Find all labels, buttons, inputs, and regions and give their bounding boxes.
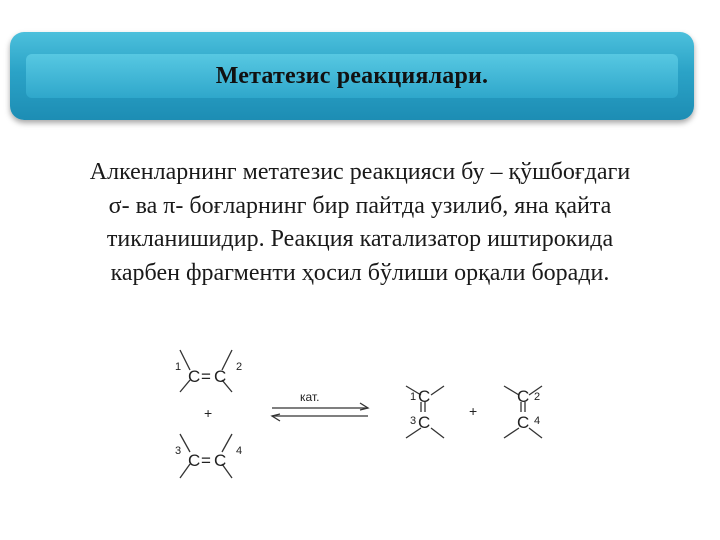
product-1-bottom-number: 3: [410, 415, 417, 427]
product-1-carbon-bottom: C: [418, 413, 431, 432]
reactant-1-left-number: 1: [175, 361, 182, 373]
reactant-plus: +: [204, 405, 213, 421]
paragraph-line: тикланишидир. Реакция катализатор иштирокида: [106, 226, 614, 252]
reactant-1-double-bond: =: [201, 367, 211, 386]
reactant-2-double-bond: =: [201, 451, 211, 470]
reactant-1-carbon-right: C: [214, 367, 227, 386]
product-2-bottom-number: 4: [534, 415, 541, 427]
title-banner: [10, 32, 694, 120]
catalyst-label: кат.: [300, 390, 320, 404]
paragraph-line: Алкенларнинг метатезис реакцияси бу – қўшбоғдаги: [89, 159, 631, 185]
paragraph-line: карбен фрагменти ҳосил бўлиши орқали боради.: [110, 259, 610, 286]
product-plus: +: [469, 403, 478, 419]
reactant-1-carbon-left: C: [188, 367, 201, 386]
product-1-top-number: 1: [410, 391, 417, 403]
slide-title: Метатезис реакциялари.: [215, 62, 489, 89]
paragraph-line: σ- ва π- боғларнинг бир пайтда узилиб, яна қайта: [108, 192, 612, 219]
reactant-2-left-number: 3: [175, 445, 182, 457]
reactant-1-right-number: 2: [236, 361, 243, 373]
reactant-2-carbon-right: C: [214, 451, 227, 470]
product-2-carbon-top: C: [517, 387, 530, 406]
product-2-top-number: 2: [534, 391, 541, 403]
reactant-2-carbon-left: C: [188, 451, 201, 470]
product-2-carbon-bottom: C: [517, 413, 530, 432]
product-1-carbon-top: C: [418, 387, 431, 406]
slide-paragraph: [30, 156, 690, 290]
reactant-2-right-number: 4: [236, 445, 243, 457]
metathesis-scheme: [160, 340, 600, 490]
